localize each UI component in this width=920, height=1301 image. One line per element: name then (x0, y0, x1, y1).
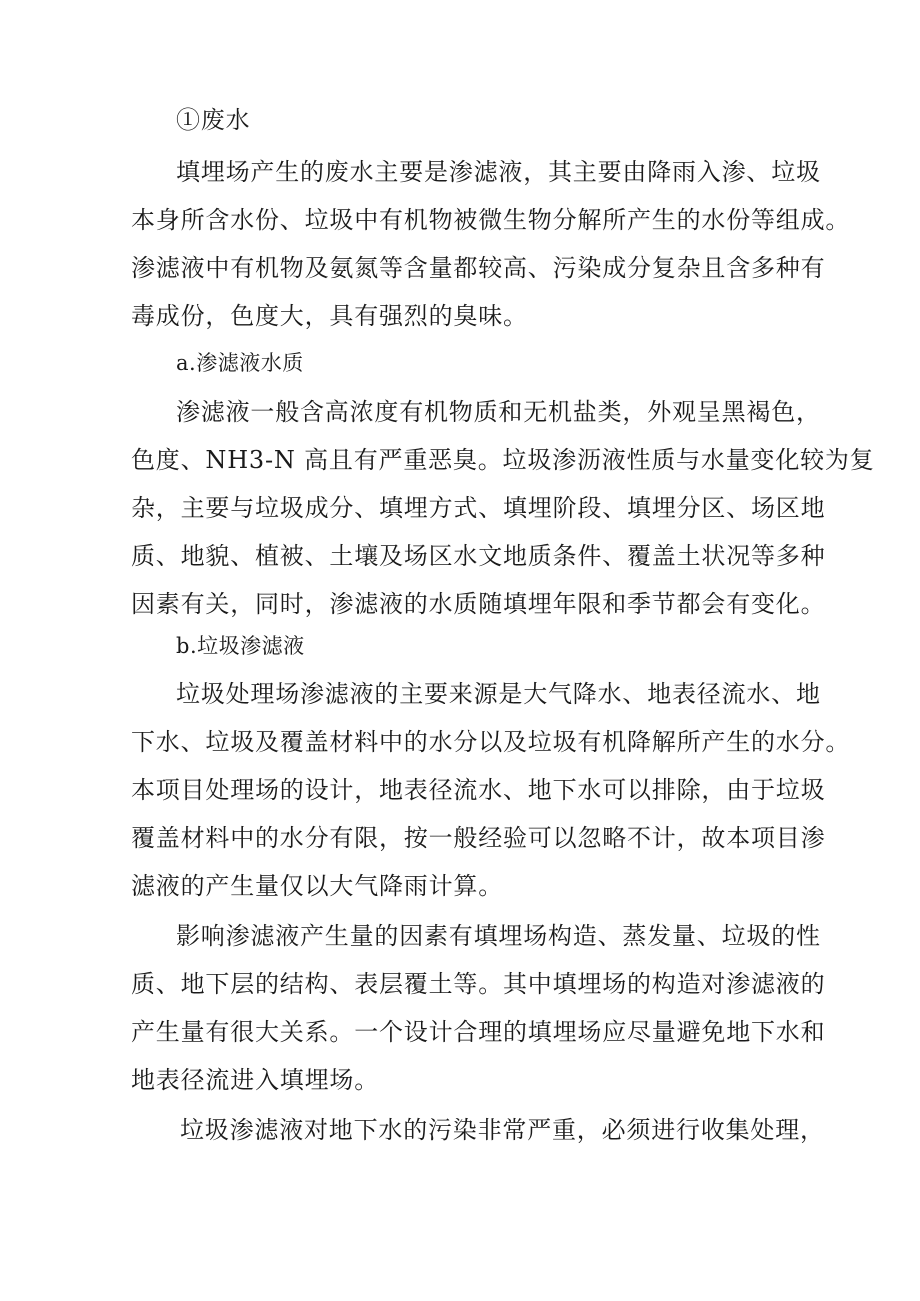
paragraph-line: 产生量有很大关系。一个设计合理的填埋场应尽量避免地下水和 (131, 1018, 826, 1046)
paragraph-line: 本身所含水份、垃圾中有机物被微生物分解所产生的水份等组成。 (131, 206, 851, 234)
paragraph-line: 因素有关，同时，渗滤液的水质随填埋年限和季节都会有变化。 (131, 590, 826, 618)
paragraph-line: 本项目处理场的设计，地表径流水、地下水可以排除，由于垃圾 (131, 776, 826, 804)
paragraph-line: 覆盖材料中的水分有限，按一般经验可以忽略不计，故本项目渗 (131, 824, 826, 852)
paragraph-line: 色度、NH3-N 高且有严重恶臭。垃圾渗沥液性质与水量变化较为复 (131, 446, 875, 474)
paragraph-line: 毒成份，色度大，具有强烈的臭味。 (131, 302, 528, 330)
section-heading: ①废水 (176, 106, 251, 134)
paragraph-line: 渗滤液一般含高浓度有机物质和无机盐类，外观呈黑褐色， (176, 398, 821, 426)
section-heading: b.垃圾渗滤液 (176, 634, 305, 658)
paragraph-line: 下水、垃圾及覆盖材料中的水分以及垃圾有机降解所产生的水分。 (131, 728, 851, 756)
paragraph-line: 垃圾渗滤液对地下水的污染非常严重，必须进行收集处理， (180, 1116, 825, 1144)
paragraph-line: 滤液的产生量仅以大气降雨计算。 (131, 872, 503, 900)
paragraph-line: 影响渗滤液产生量的因素有填埋场构造、蒸发量、垃圾的性 (176, 922, 821, 950)
section-heading: a.渗滤液水质 (176, 351, 304, 375)
paragraph-line: 地表径流进入填埋场。 (131, 1066, 379, 1094)
paragraph-line: 质、地貌、植被、土壤及场区水文地质条件、覆盖土状况等多种 (131, 542, 826, 570)
paragraph-line: 填埋场产生的废水主要是渗滤液，其主要由降雨入渗、垃圾 (176, 158, 821, 186)
paragraph-line: 质、地下层的结构、表层覆土等。其中填埋场的构造对渗滤液的 (131, 970, 826, 998)
paragraph-line: 杂，主要与垃圾成分、填埋方式、填埋阶段、填埋分区、场区地 (131, 494, 826, 522)
paragraph-line: 垃圾处理场渗滤液的主要来源是大气降水、地表径流水、地 (176, 680, 821, 708)
paragraph-line: 渗滤液中有机物及氨氮等含量都较高、污染成分复杂且含多种有 (131, 254, 826, 282)
